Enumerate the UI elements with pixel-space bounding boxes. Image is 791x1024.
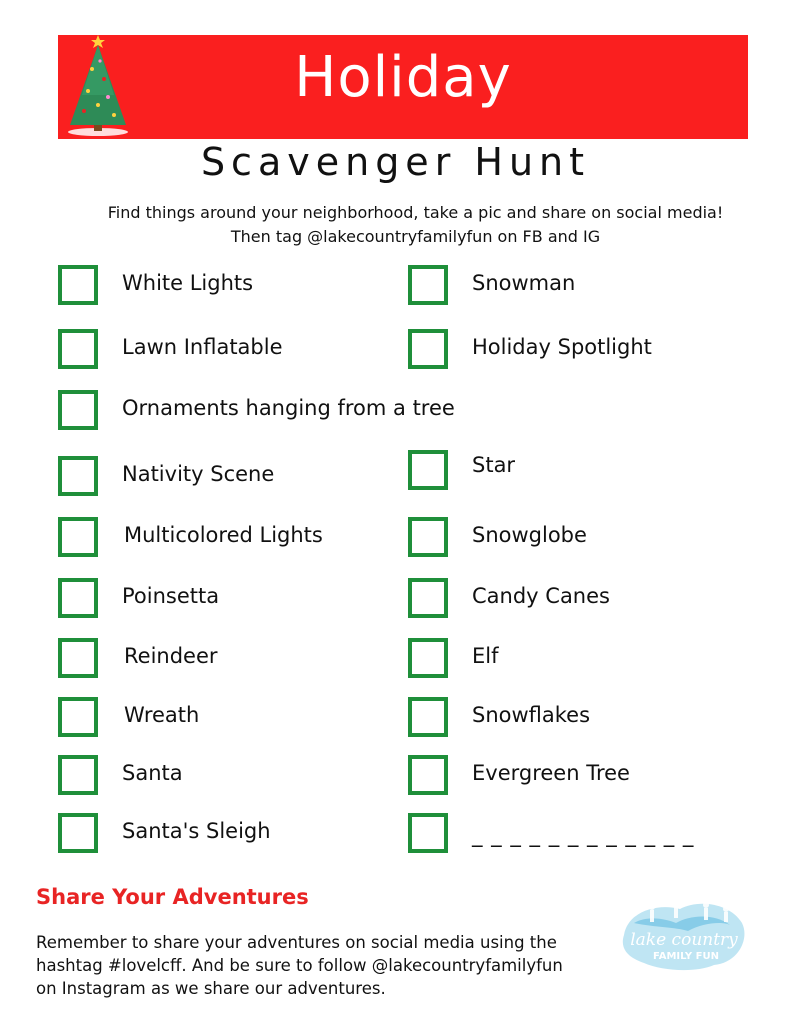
checklist-item-label: Ornaments hanging from a tree [122,396,455,420]
share-heading: Share Your Adventures [36,885,309,909]
checkbox[interactable] [408,517,448,557]
intro-text [20,201,791,249]
checklist-item-label: Poinsetta [122,584,220,608]
checklist-item-label: Holiday Spotlight [472,335,652,359]
checklist-item-label: Evergreen Tree [472,761,630,785]
checklist-item-label: Lawn Inflatable [122,335,283,359]
checkbox[interactable] [58,517,98,557]
intro-line: Find things around your neighborhood, take a pic and share on social media! [107,203,724,222]
logo-text: lake country [630,930,738,950]
checkbox[interactable] [408,697,448,737]
checklist-item-label: Snowglobe [472,523,587,547]
checkbox[interactable] [58,813,98,853]
intro-line: Then tag @lakecountryfamilyfun on FB and IG [230,227,601,246]
checklist-item-label: Santa [122,761,183,785]
checkbox[interactable] [408,265,448,305]
title-banner [58,35,748,139]
checklist-item-label: Nativity Scene [122,462,275,486]
logo-subtext: FAMILY FUN [653,951,719,962]
checkbox[interactable] [408,578,448,618]
checklist-item-label: Star [472,453,516,477]
checklist-item-label: Snowman [472,271,576,295]
checkbox[interactable] [408,813,448,853]
checkbox[interactable] [408,450,448,490]
checklist-item-label: Reindeer [124,644,218,668]
checkbox[interactable] [58,265,98,305]
checkbox[interactable] [58,755,98,795]
checklist-item-label: White Lights [122,271,254,295]
checkbox[interactable] [58,390,98,430]
checkbox[interactable] [58,578,98,618]
checkbox[interactable] [408,638,448,678]
checkbox[interactable] [58,638,98,678]
checkbox[interactable] [58,329,98,369]
checkbox[interactable] [408,755,448,795]
share-text [36,931,636,1000]
checkbox[interactable] [408,329,448,369]
checkbox[interactable] [58,456,98,496]
share-line: hashtag #lovelcff. And be sure to follow @lakecountryfamilyfun [36,956,563,975]
share-line: on Instagram as we share our adventures. [36,979,386,998]
lake-country-family-fun-logo [618,893,750,975]
checkbox[interactable] [58,697,98,737]
checklist-item-label: Santa's Sleigh [122,819,271,843]
share-line: Remember to share your adventures on social media using the [36,933,557,952]
checklist-item-label: Wreath [124,703,200,727]
page-title: Holiday [294,45,512,110]
checklist-item-label: Elf [472,644,499,668]
checklist-item-label: Multicolored Lights [124,523,323,547]
checklist-item-label: Candy Canes [472,584,610,608]
checklist-item-blank-line: _ _ _ _ _ _ _ _ _ _ _ _ [472,823,695,847]
page-subtitle: Scavenger Hunt [200,140,591,184]
checklist-item-label: Snowflakes [472,703,591,727]
